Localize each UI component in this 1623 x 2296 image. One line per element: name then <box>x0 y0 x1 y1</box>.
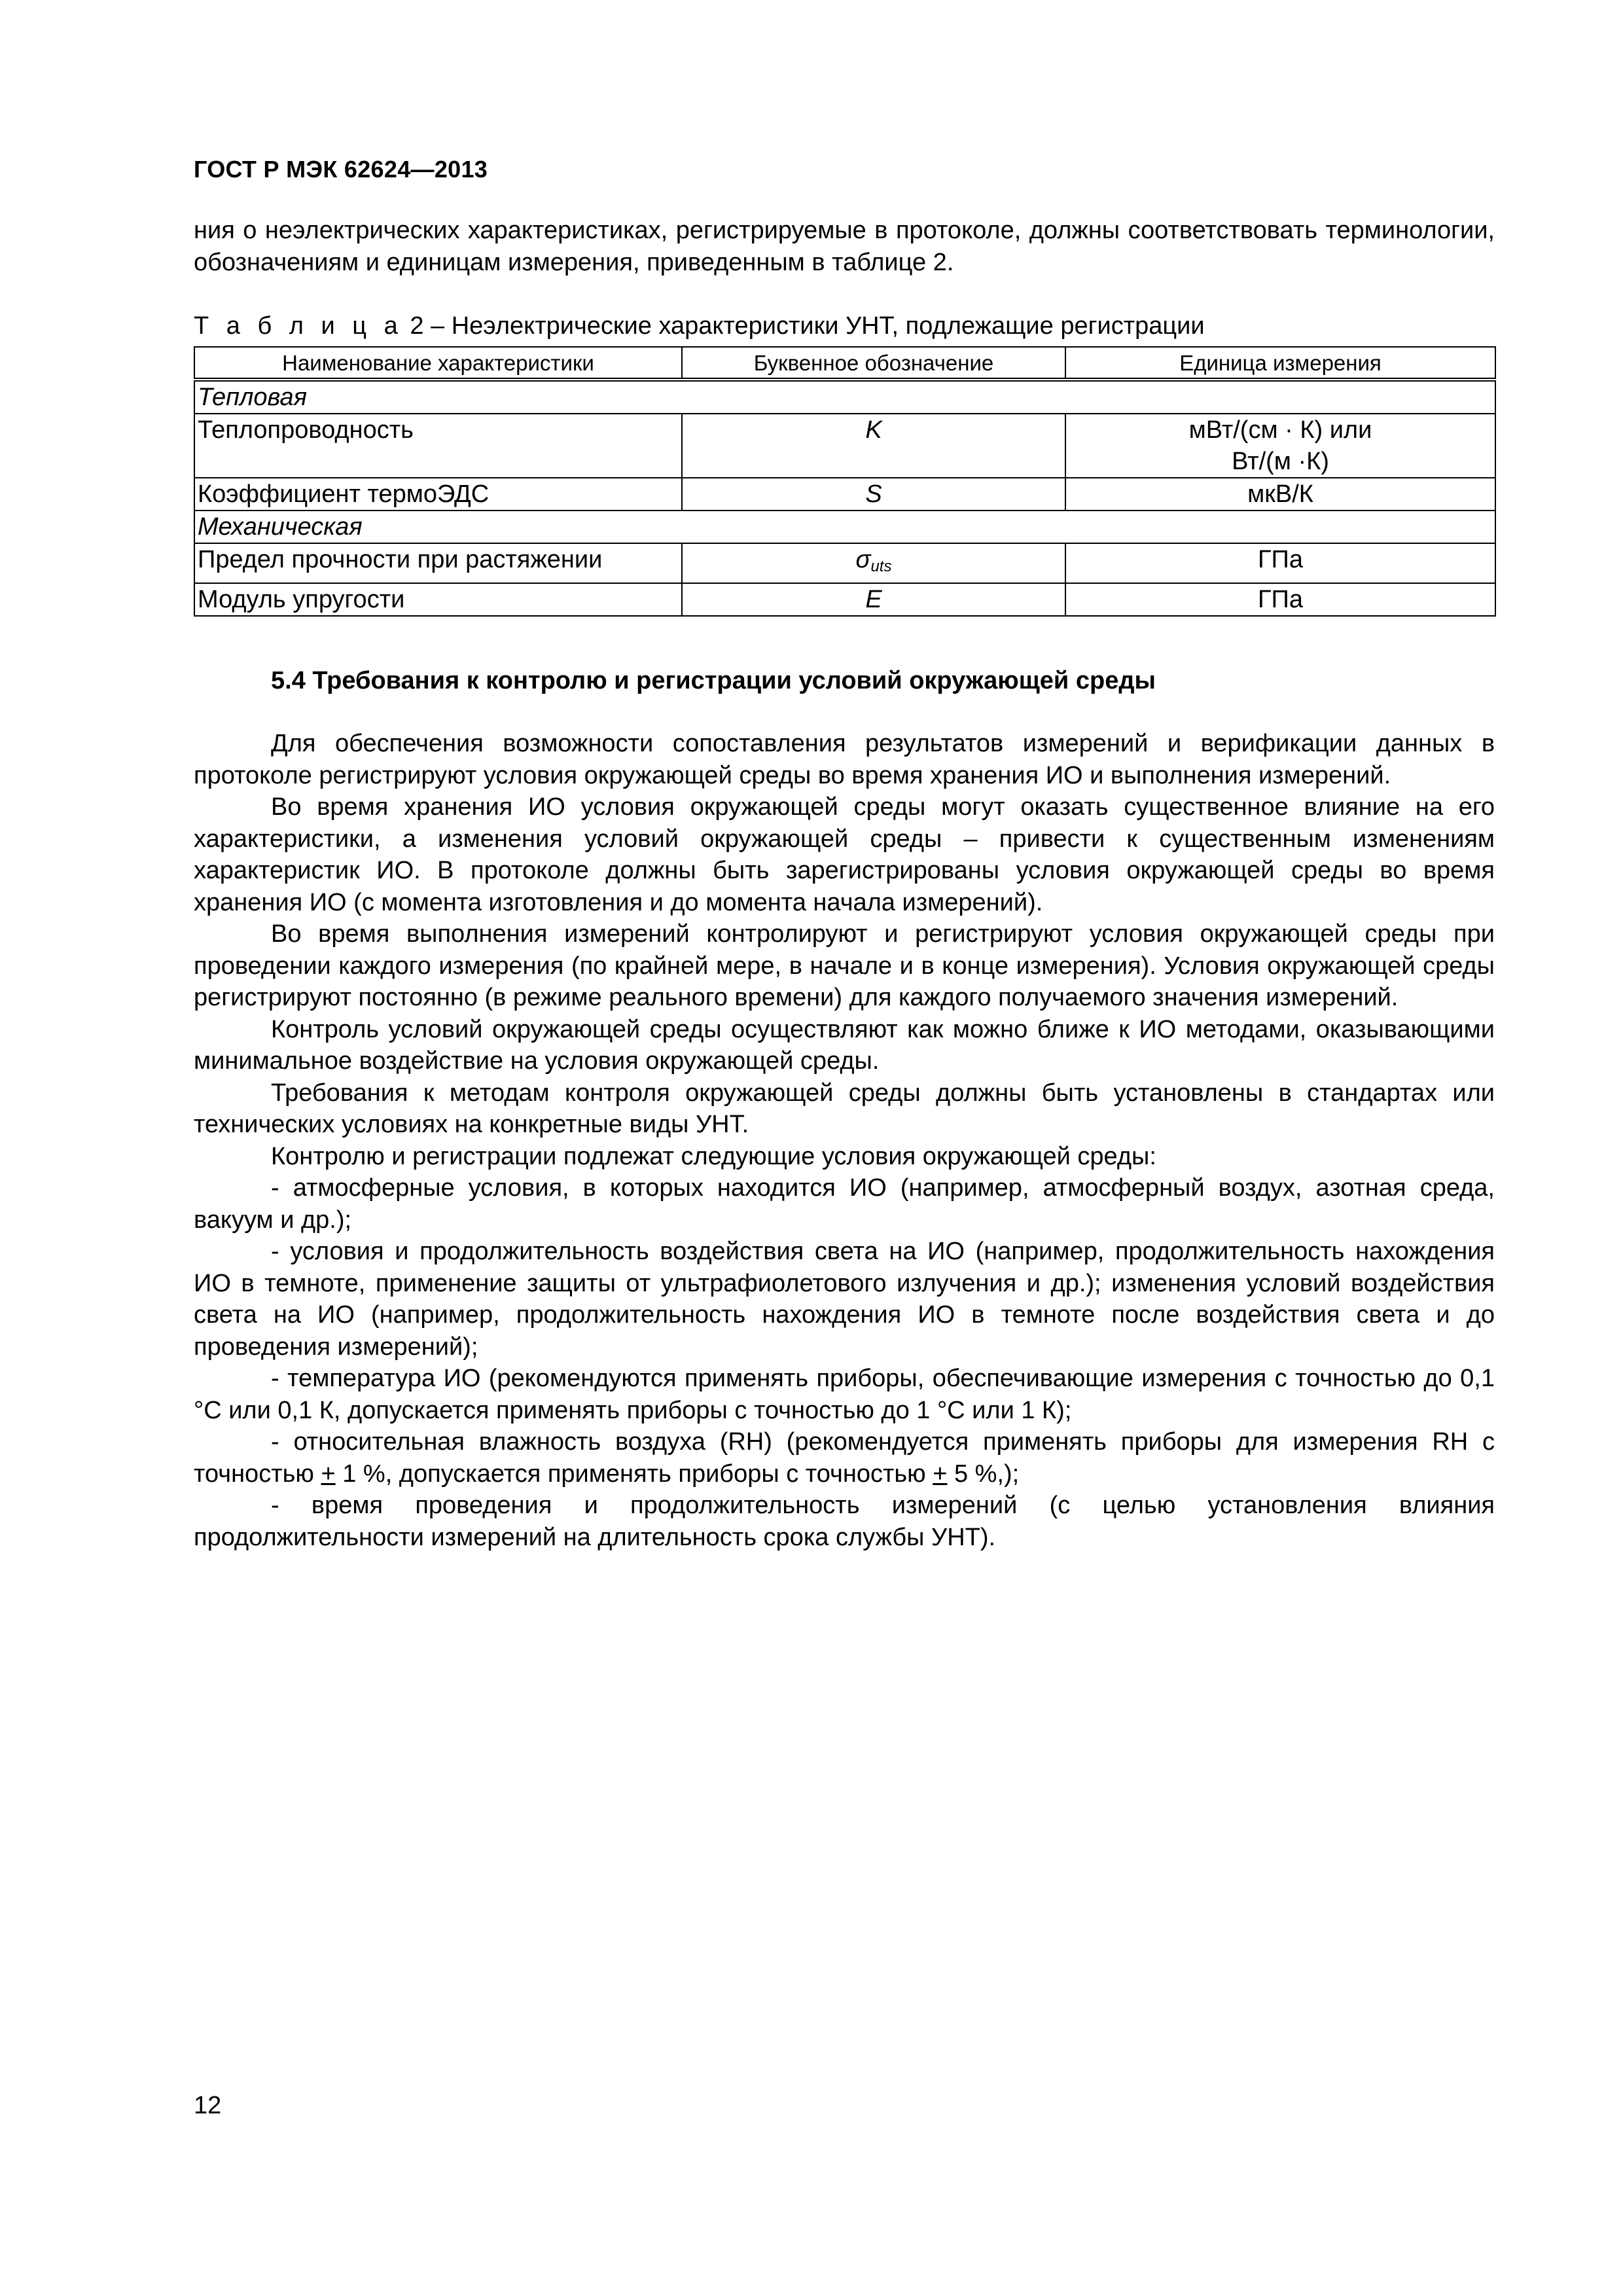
body-paragraph: Во время выполнения измерений контролируют и регистрируют условия окружающей среды при проведении каждого измерения (по крайней мере, в начале и в конце измерения). Условия окружающей среды регистрируют постоянно (в режиме реального времени) для каждого получаемого значения измерений. <box>194 920 1495 1011</box>
plus-minus-sign: + <box>933 1460 948 1488</box>
plus-minus-sign: + <box>321 1460 336 1488</box>
list-item: - время проведения и продолжительность измерений (с целью установления влияния продолжительности измерений на длительность срока службы УНТ). <box>194 1492 1495 1551</box>
row-unit: ГПа <box>1065 583 1495 616</box>
body-paragraph: Требования к методам контроля окружающей среды должны быть установлены в стандартах или технических условиях на конкретные виды УНТ. <box>194 1079 1495 1138</box>
row-symbol-sub: uts <box>870 558 892 575</box>
list-item: - атмосферные условия, в которых находится ИО (например, атмосферный воздух, азотная среда, вакуум и др.); <box>194 1174 1495 1234</box>
table-caption <box>194 310 1205 342</box>
row-symbol-main: σ <box>855 546 871 573</box>
row-unit <box>1065 414 1495 478</box>
table-caption-text: 2 – Неэлектрические характеристики УНТ, подлежащие регистрации <box>410 312 1205 340</box>
table-header-row <box>194 347 1495 380</box>
row-symbol: E <box>682 583 1065 616</box>
column-header-unit: Единица измерения <box>1065 347 1495 380</box>
table-group-row <box>194 380 1495 414</box>
table-caption-label: Т а б л и ц а <box>194 312 403 340</box>
row-symbol: K <box>682 414 1065 478</box>
table-group-row <box>194 511 1495 543</box>
column-header-symbol: Буквенное обозначение <box>682 347 1065 380</box>
row-name: Коэффициент термоЭДС <box>194 478 682 511</box>
row-symbol <box>682 543 1065 583</box>
row-unit: мкВ/К <box>1065 478 1495 511</box>
intro-paragraph <box>194 215 1495 278</box>
row-name: Модуль упругости <box>194 583 682 616</box>
body-text <box>194 728 1495 1553</box>
table-row <box>194 414 1495 478</box>
list-item: - условия и продолжительность воздействия света на ИО (например, продолжительность нахождения ИО в темноте, применение защиты от ультрафиолетового излучения и др.); изменения условий воздействия света на ИО (например, продолжительность нахождения ИО в темноте после воздействия света и до проведения измерений); <box>194 1238 1495 1361</box>
list-item: - температура ИО (рекомендуются применять приборы, обеспечивающие измерения с точностью до 0,1 °С или 0,1 К, допускается применять приборы с точностью до 1 °С или 1 К); <box>194 1365 1495 1424</box>
row-unit-line2: Вт/(м ·К) <box>1232 448 1329 475</box>
rh-text-3: 5 %,); <box>947 1460 1020 1488</box>
table-row <box>194 583 1495 616</box>
body-paragraph: Контроль условий окружающей среды осуществляют как можно ближе к ИО методами, оказывающими минимальное воздействие на условия окружающей среды. <box>194 1015 1495 1075</box>
row-name: Предел прочности при растяжении <box>194 543 682 583</box>
characteristics-table <box>194 346 1496 617</box>
table-row <box>194 478 1495 511</box>
table-row <box>194 543 1495 583</box>
rh-text-2: 1 %, допускается применять приборы с точностью <box>335 1460 933 1488</box>
document-header: ГОСТ Р МЭК 62624—2013 <box>194 156 488 183</box>
page-number: 12 <box>194 2092 222 2119</box>
row-unit-line1: мВт/(см · К) или <box>1188 416 1372 444</box>
body-paragraph: Контролю и регистрации подлежат следующие условия окружающей среды: <box>271 1142 1156 1170</box>
body-paragraph: Во время хранения ИО условия окружающей среды могут оказать существенное влияние на его характеристики, а изменения условий окружающей среды – привести к существенным изменениям характеристик ИО. В протоколе должны быть зарегистрированы условия окружающей среды во время хранения ИО (с момента изготовления и до момента начала измерений). <box>194 793 1495 916</box>
rh-text-1: - относительная влажность воздуха (RH) (рекомендуется применять приборы для измерения RH с точностью <box>194 1428 1495 1488</box>
row-unit: ГПа <box>1065 543 1495 583</box>
group-mechanical: Механическая <box>194 511 1495 543</box>
column-header-name: Наименование характеристики <box>194 347 682 380</box>
body-paragraph: Для обеспечения возможности сопоставления результатов измерений и верификации данных в протоколе регистрируют условия окружающей среды во время хранения ИО и выполнения измерений. <box>194 730 1495 789</box>
intro-text: ния о неэлектрических характеристиках, регистрируемые в протоколе, должны соответствовать терминологии, обозначениям и единицам измерения, приведенным в таблице 2. <box>194 217 1495 276</box>
section-title: 5.4 Требования к контролю и регистрации условий окружающей среды <box>271 667 1156 694</box>
group-thermal: Тепловая <box>194 380 1495 414</box>
list-item <box>194 1426 1495 1490</box>
row-symbol: S <box>682 478 1065 511</box>
row-name: Теплопроводность <box>194 414 682 478</box>
